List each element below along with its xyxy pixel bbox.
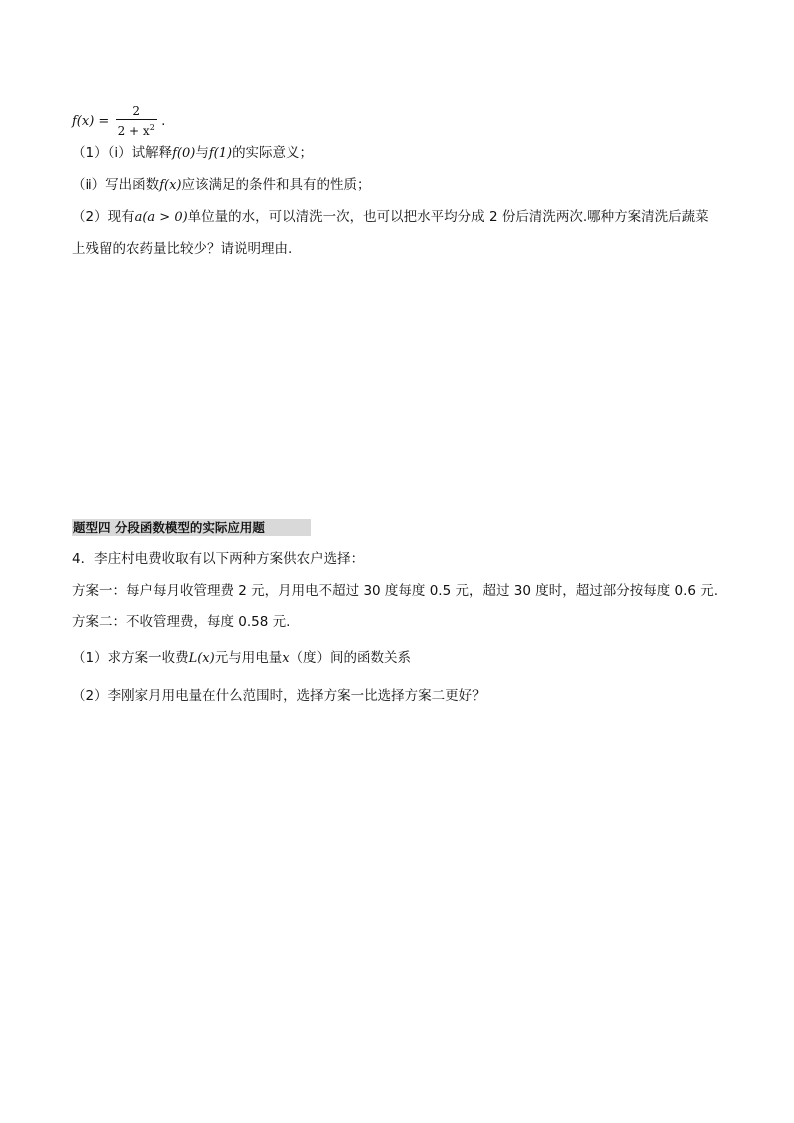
q4-part1-prefix: （1）求方案一收费 bbox=[72, 650, 189, 666]
Lx-math: L(x) bbox=[188, 651, 215, 666]
formula-period: . bbox=[161, 113, 166, 129]
q4-part1-suffix: （度）间的函数关系 bbox=[289, 650, 412, 666]
q3-part2-suffix: 单位量的水，可以清洗一次，也可以把水平均分成 2 份后清洗两次.哪种方案清洗后蔬菜 bbox=[187, 209, 709, 225]
denominator-base: 2 + x bbox=[117, 124, 150, 138]
q3-part2-prefix: （2）现有 bbox=[72, 209, 135, 225]
q3-part1-i-mid: 与 bbox=[195, 145, 209, 161]
q4-intro: 4．李庄村电费收取有以下两种方案供农户选择： bbox=[72, 551, 365, 567]
a-condition-math: a(a > 0) bbox=[134, 210, 188, 225]
formula-line bbox=[72, 104, 165, 138]
formula-numerator: 2 bbox=[132, 104, 141, 118]
q3-part1-i-suffix: 的实际意义； bbox=[232, 145, 314, 161]
q4-part1-mid: 元与用电量 bbox=[214, 650, 283, 666]
q3-part1-i-prefix: （1）（ⅰ）试解释 bbox=[72, 145, 173, 161]
q3-part1-ii bbox=[72, 175, 370, 196]
q4-part2: （2）李刚家月用电量在什么范围时，选择方案一比选择方案二更好？ bbox=[72, 688, 486, 704]
q3-part1-ii-suffix: 应该满足的条件和具有的性质； bbox=[181, 177, 371, 193]
f1-math: f(1) bbox=[208, 146, 233, 161]
formula-fraction bbox=[116, 104, 157, 138]
q4-plan1: 方案一：每户每月收管理费 2 元，月用电不超过 30 度每度 0.5 元，超过 30 度时，超过部分按每度 0.6 元. bbox=[72, 583, 719, 599]
q3-part2-line1 bbox=[72, 207, 709, 228]
q3-part1-ii-prefix: （ⅱ）写出函数 bbox=[72, 177, 160, 193]
formula-lhs: f(x) = bbox=[72, 114, 110, 129]
q4-part1 bbox=[72, 648, 411, 669]
fx-math: f(x) bbox=[159, 178, 182, 193]
q4-plan2: 方案二：不收管理费，每度 0.58 元. bbox=[72, 614, 291, 630]
f0-math: f(0) bbox=[172, 146, 196, 161]
formula-denominator bbox=[116, 121, 157, 138]
denominator-exponent: 2 bbox=[149, 123, 155, 132]
x-math: x bbox=[282, 651, 290, 666]
q3-part2-line2: 上残留的农药量比较少？请说明理由. bbox=[72, 241, 293, 257]
section-heading: 题型四 分段函数模型的实际应用题 bbox=[72, 519, 311, 536]
fraction-bar bbox=[116, 119, 157, 120]
q3-part1-i bbox=[72, 143, 313, 164]
